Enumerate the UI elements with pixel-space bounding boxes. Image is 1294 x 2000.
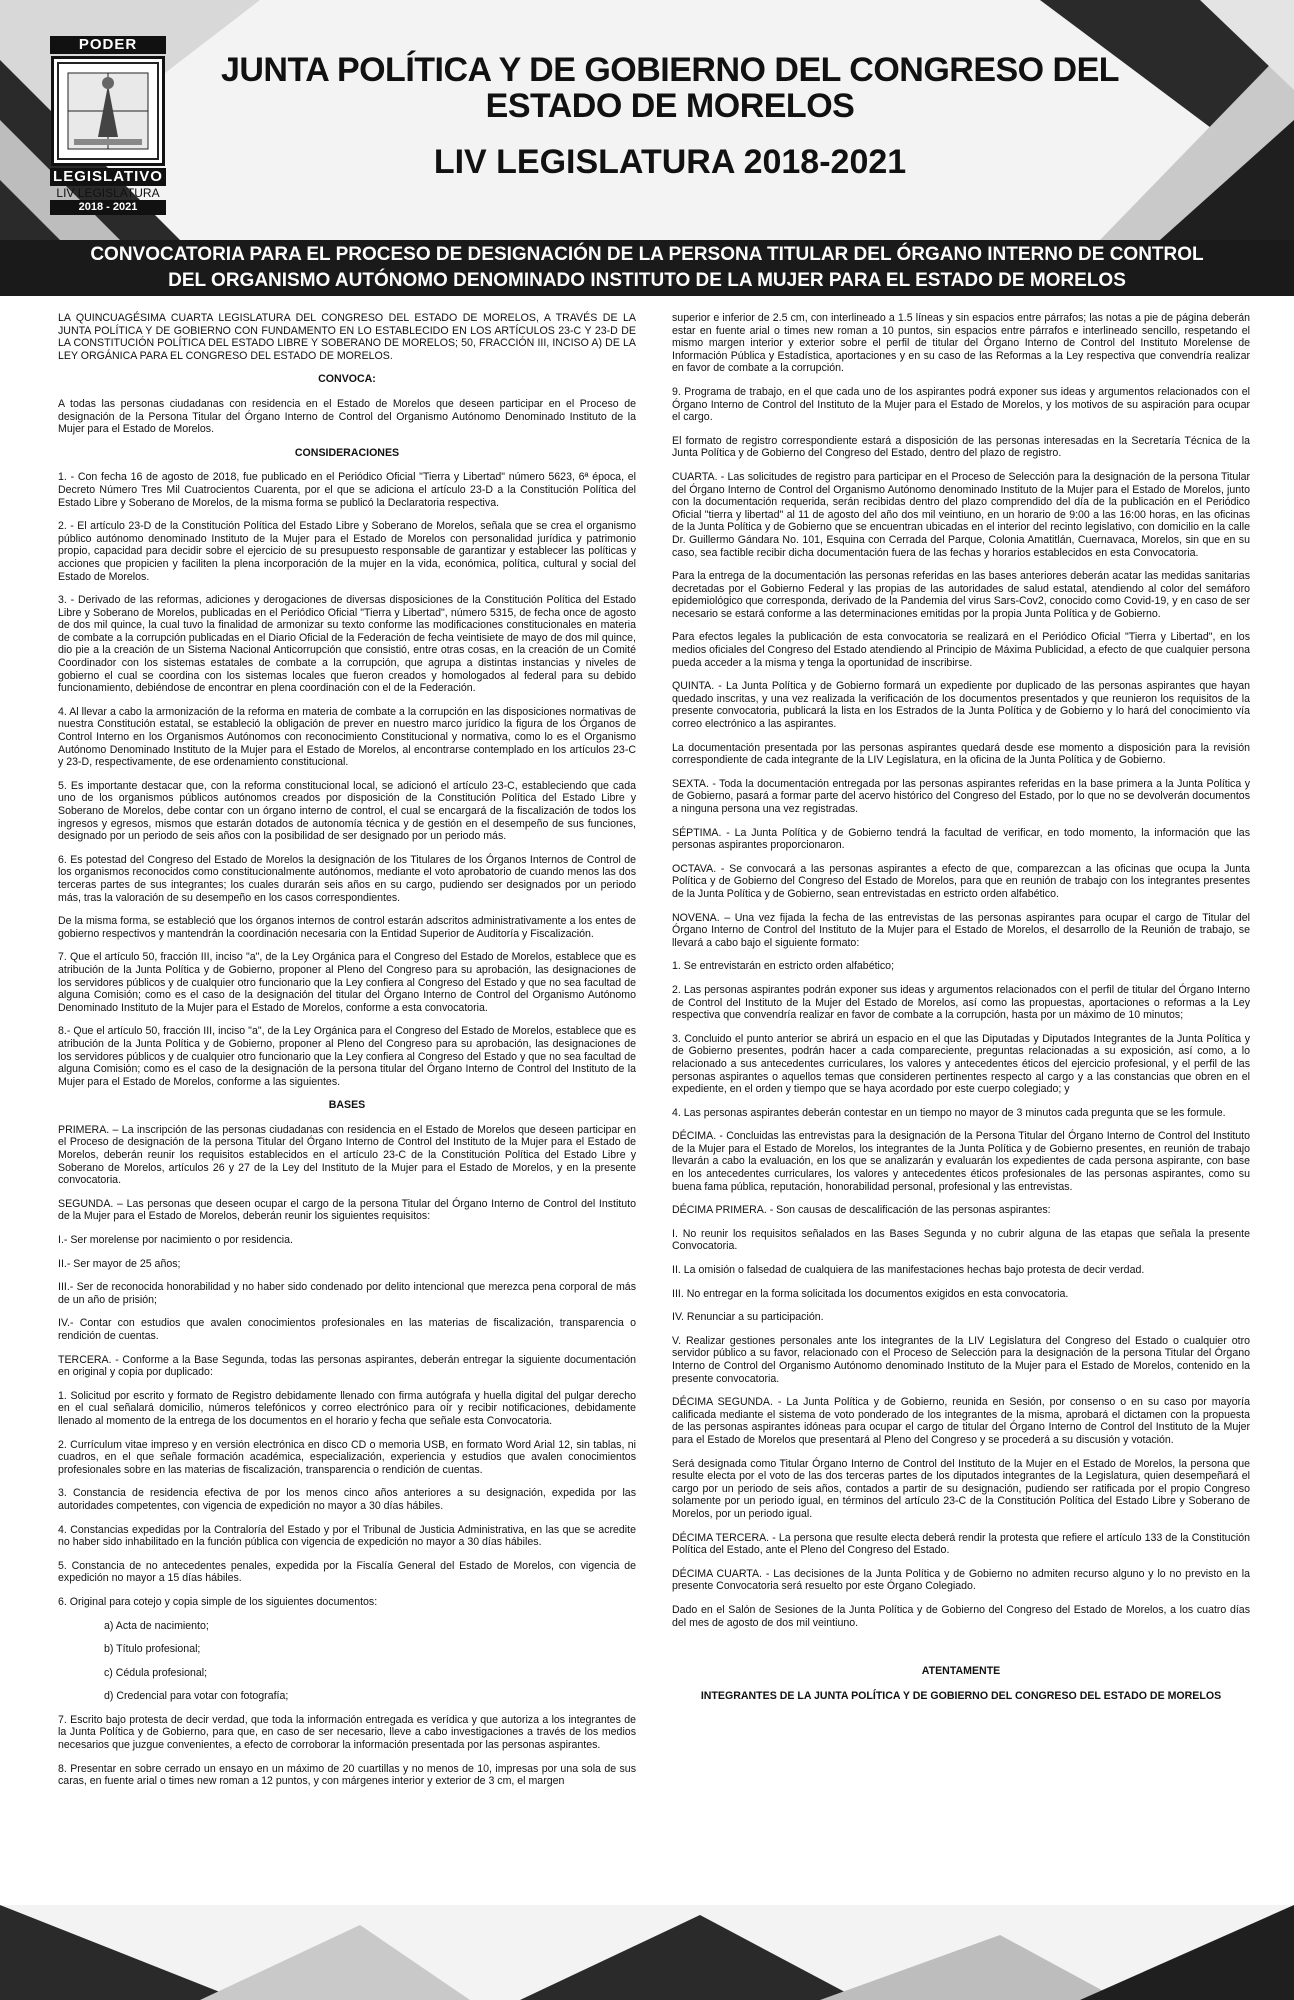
- footer-decoration: [0, 1905, 1294, 2000]
- left-paragraph: PRIMERA. – La inscripción de las personas ciudadanas con residencia en el Estado de Morelos que deseen participar en el Proceso de designación de la persona Titular del Órgano Interno de Control del Instituto de la Mujer para el Estado de Morelos, deberán reunir los requisitos establecidos en el artículo 23-C de la Constitución Política del Estado Libre y Soberano de Morelos, artículos 26 y 27 de la Ley del Instituto de la Mujer para el Estado de Morelos, y en la presente convocatoria.: [58, 1123, 636, 1187]
- left-paragraph: 6. Original para cotejo y copia simple de los siguientes documentos:: [58, 1595, 378, 1608]
- left-paragraph: 4. Constancias expedidas por la Contraloría del Estado y por el Tribunal de Justicia Administrativa, en las que se acredite no haber sido inhabilitado en la función pública con vigencia de expedición no mayor a 30 días hábiles.: [58, 1523, 636, 1549]
- right-column: [672, 312, 1250, 1714]
- right-paragraph: 3. Concluido el punto anterior se abrirá un espacio en el que las Diputadas y Diputados Integrantes de la Junta Política y de Gobierno presentes, podrán hacer a cada compareciente, preguntas relacionadas a su exposición, así como, a lo relacionado a sus antecedentes curriculares, los valores y antecedentes éticos del ejercicio profesional, y el perfil de las personas aspirantes o aquellos temas que consideren pertinentes respecto al cargo y a las constancias que obren en el expediente, en el orden y tiempo que se haya acordado por este cuerpo colegiado; y: [672, 1032, 1250, 1096]
- left-paragraph: 8.- Que el artículo 50, fracción III, inciso "a", de la Ley Orgánica para el Congreso del Estado de Morelos, establece que es atribución de la Junta Política y de Gobierno, proponer al Pleno del Congreso para su aprobación, las designaciones de los servidores públicos y de cualquier otro funcionario que la Ley confiera al Congreso del Estado y que no sea facultad de alguna Comisión; como es el caso de la designación de la persona titular del Órgano Interno de Control del Instituto de la Mujer para el Estado de Morelos, conforme a las siguientes.: [58, 1025, 636, 1088]
- right-paragraph: NOVENA. – Una vez fijada la fecha de las entrevistas de las personas aspirantes para ocupar el cargo de Titular del Órgano Interno de Control del Instituto de la Mujer para el Estado de Morelos, el desarrollo de la Reunión de trabajo, se llevará a cabo bajo el siguiente formato:: [672, 911, 1250, 949]
- seal-icon: [51, 56, 165, 166]
- right-paragraph: V. Realizar gestiones personales ante los integrantes de la LIV Legislatura del Congreso del Estado o cualquier otro servidor público a su favor, relacionado con el Proceso de Selección para la designación de la persona Titular del Órgano Interno de Control del Organismo Autónomo denominado Instituto de la Mujer para el Estado de Morelos, contenido en la presente convocatoria.: [672, 1334, 1250, 1385]
- left-paragraph: a) Acta de nacimiento;: [104, 1619, 209, 1632]
- right-paragraph: III. No entregar en la forma solicitada los documentos exigidos en esta convocatoria.: [672, 1287, 1069, 1300]
- left-paragraph: II.- Ser mayor de 25 años;: [58, 1257, 181, 1270]
- right-paragraph: 2. Las personas aspirantes podrán exponer sus ideas y argumentos relacionados con el perfil de titular del Órgano Interno de Control del Instituto de la Mujer del Estado de Morelos, así como las propuestas, aportaciones o reformas a la Ley respectiva que convendría realizar en favor de combate a la corrupción, hasta por un máximo de 10 minutos;: [672, 983, 1250, 1022]
- left-paragraph: 2. Currículum vitae impreso y en versión electrónica en disco CD o memoria USB, en formato Word Arial 12, sin tablas, ni cuadros, en el que señale formación académica, especialización, experiencia y estudios que avalen conocimientos profesionales sobre en las materias de fiscalización, transparencia o rendición de cuentas.: [58, 1438, 636, 1476]
- left-paragraph: CONVOCA:: [318, 373, 376, 386]
- left-paragraph: d) Credencial para votar con fotografía;: [104, 1690, 289, 1703]
- logo-years: 2018 - 2021: [50, 200, 166, 215]
- right-paragraph: IV. Renunciar a su participación.: [672, 1311, 824, 1324]
- right-paragraph: INTEGRANTES DE LA JUNTA POLÍTICA Y DE GOBIERNO DEL CONGRESO DEL ESTADO DE MORELOS: [700, 1689, 1222, 1702]
- left-paragraph: CONSIDERACIONES: [294, 446, 400, 459]
- left-paragraph: SEGUNDA. – Las personas que deseen ocupar el cargo de la persona Titular del Órgano Interno de Control del Instituto de la Mujer para el Estado de Morelos, deberán reunir los siguientes requisitos:: [58, 1197, 636, 1223]
- right-paragraph: 9. Programa de trabajo, en el que cada uno de los aspirantes podrá exponer sus ideas y argumentos relacionados con el Órgano Interno de Control del Instituto de la Mujer para el Estado de Morelos, y los motivos de su aspiración para ocupar el cargo.: [672, 385, 1250, 424]
- left-paragraph: 7. Escrito bajo protesta de decir verdad, que toda la información entregada es verídica y que autoriza a los integrantes de la Junta Política y de Gobierno, para que, en caso de ser necesario, lleve a cabo investigaciones a través de los medios necesarios que juzgue convenientes, a efecto de corroborar la información presentada por las personas aspirantes.: [58, 1713, 636, 1752]
- left-paragraph: 5. Es importante destacar que, con la reforma constitucional local, se adicionó el artículo 23-C, estableciendo que cada uno de los organismos públicos autónomos creados por disposición de la Constitución Política del Estado Libre y Soberano de Morelos, debe contar con un órgano interno de control, el cual se encargará de la fiscalización de todos los ingresos y egresos, mismos que estarán dotados de autonomía técnica y de gestión en el desempeño de sus funciones, designado por un periodo de seis años con la posibilidad de ser designado por un periodo más.: [58, 779, 636, 843]
- left-paragraph: b) Título profesional;: [104, 1643, 201, 1656]
- right-paragraph: La documentación presentada por las personas aspirantes quedará desde ese momento a disposición para la revisión correspondiente de cada integrante de la LIV Legislatura, en la oficina de la Junta Política y de Gobierno.: [672, 741, 1250, 767]
- right-paragraph: Dado en el Salón de Sesiones de la Junta Política y de Gobierno del Congreso del Estado de Morelos, a los cuatro días del mes de agosto de dos mil veintiuno.: [672, 1603, 1250, 1629]
- left-paragraph: III.- Ser de reconocida honorabilidad y no haber sido condenado por delito intencional que merezca pena corporal de más de un año de prisión;: [58, 1281, 636, 1306]
- right-paragraph: DÉCIMA. - Concluidas las entrevistas para la designación de la Persona Titular del Órgano Interno de Control del Instituto de la Mujer para el Estado de Morelos, los integrantes de la Junta Política y de Gobierno presentes, en reunión de trabajo llevarán a cabo la evaluación, en los que se analizarán y evaluarán los expedientes de cada persona aspirante, con base en los antecedentes curriculares, los valores y antecedentes éticos profesionales de las personas aspirantes, como su buena fama pública, reputación, honorabilidad personal, profesional y las entrevistas.: [672, 1130, 1250, 1193]
- footer: [0, 1905, 1294, 2000]
- left-paragraph: TERCERA. - Conforme a la Base Segunda, todas las personas aspirantes, deberán entregar la siguiente documentación en original y copia por duplicado:: [58, 1353, 636, 1379]
- right-paragraph: 4. Las personas aspirantes deberán contestar en un tiempo no mayor de 3 minutos cada pregunta que se les formule.: [672, 1106, 1226, 1119]
- right-paragraph: Para efectos legales la publicación de esta convocatoria se realizará en el Periódico Oficial "Tierra y Libertad", en los medios oficiales del Congreso del Estado atendiendo al Principio de Máxima Publicidad, a efecto de que cualquier persona pueda acceder a la misma y tenga la oportunidad de inscribirse.: [672, 631, 1250, 669]
- left-paragraph: 7. Que el artículo 50, fracción III, inciso "a", de la Ley Orgánica para el Congreso del Estado de Morelos, establece que es atribución de la Junta Política y de Gobierno, proponer al Pleno del Congreso para su aprobación, las designaciones de los servidores públicos y de cualquier otro funcionario que la Ley confiera al Congreso del Estado y que no sea facultad de alguna Comisión; como es el caso de la designación del titular del Órgano Interno de Control del Organismo Autónomo Denominado Instituto de la Mujer para el Estado de Morelos, conforme a esta convocatoria.: [58, 951, 636, 1014]
- title-line-2: ESTADO DE MORELOS: [485, 87, 855, 125]
- logo-top-text: PODER: [50, 36, 166, 54]
- logo-mid-text: LEGISLATIVO: [50, 168, 166, 186]
- right-paragraph: Para la entrega de la documentación las personas referidas en las bases anteriores deberán acatar las medidas sanitarias decretadas por el Gobierno Federal y las propias de las autoridades de salud estatal, atendiendo al color del semáforo epidemiológico que corresponda, derivado de la Pandemia del virus Sars-Cov2, conocido como Covid-19, y en caso de ser necesario se estará conforme a las determinaciones emitidas por la propia Junta Política y de Gobierno.: [672, 570, 1250, 620]
- left-paragraph: 2. - El artículo 23-D de la Constitución Política del Estado Libre y Soberano de Morelos, señala que se crea el organismo público autónomo denominado Instituto de la Mujer para el Estado de Morelos con personalidad jurídica y patrimonio propio, capacidad para decidir sobre el ejercicio de su presupuesto responsable de garantizar y establecer las políticas y acciones que propicien y faciliten la plena incorporación de la mujer en la vida, económica, política, cultural y social del Estado de Morelos.: [58, 520, 636, 583]
- left-paragraph: 3. - Derivado de las reformas, adiciones y derogaciones de diversas disposiciones de la Constitución Política del Estado Libre y Soberano de Morelos, publicadas en el Periódico Oficial "Tierra y Libertad", número 5315, de fecha once de agosto de dos mil quince, la cual tuvo la finalidad de armonizar su texto conforme las modificaciones constitucionales en materia de combate a la corrupción publicadas en el Diario Oficial de la Federación de fecha veintisiete de mayo de dos mil quince, dio pie a la creación de un Sistema Nacional Anticorrupción que consistió, entre otras cosas, en la creación de un Comité Coordinador con los sistemas estatales de combate a la corrupción, que agrupa a distintas instancias y niveles de gobierno el cual se coordina con los sistemas locales que fueron creados y homologados al federal para su debido funcionamiento, debiéndose de encontrar en plena coordinación con el de la Federación.: [58, 594, 636, 695]
- left-paragraph: IV.- Contar con estudios que avalen conocimientos profesionales en las materias de fiscalización, transparencia o rendición de cuentas.: [58, 1317, 636, 1342]
- left-paragraph: c) Cédula profesional;: [104, 1666, 208, 1679]
- right-paragraph: SEXTA. - Toda la documentación entregada por las personas aspirantes referidas en la base primera a la Junta Política y de Gobierno, pasará a formar parte del acervo histórico del Congreso del Estado, por lo que no se devolverán documentos a ninguna persona una vez registradas.: [672, 777, 1250, 815]
- left-paragraph: LA QUINCUAGÉSIMA CUARTA LEGISLATURA DEL CONGRESO DEL ESTADO DE MORELOS, A TRAVÉS DE LA JUNTA POLÍTICA Y DE GOBIERNO CON FUNDAMENTO EN LO ESTABLECIDO EN LOS ARTÍCULOS 23-C Y 23-D DE LA CONSTITUCIÓN POLÍTICA DEL ESTADO LIBRE Y SOBERANO DE MORELOS; 50, FRACCIÓN III, INCISO A) DE LA LEY ORGÁNICA PARA EL CONGRESO DEL ESTADO DE MORELOS.: [58, 312, 636, 362]
- left-paragraph: 8. Presentar en sobre cerrado un ensayo en un máximo de 20 cuartillas y no menos de 10, impresas por una sola de sus caras, en fuente arial o times new roman a 12 puntos, y con márgenes interior y exterior de 3 cm, el margen: [58, 1762, 636, 1788]
- right-paragraph: II. La omisión o falsedad de cualquiera de las manifestaciones hechas bajo protesta de decir verdad.: [672, 1264, 1145, 1277]
- left-paragraph: 1. Solicitud por escrito y formato de Registro debidamente llenado con firma autógrafa y huella digital del pulgar derecho en el cual señalará domicilio, números telefónicos y correo electrónico para oír y recibir notificaciones, debidamente llenado al momento de la entrega de los documentos en el horario y fecha que señale esta Convocatoria.: [58, 1389, 636, 1427]
- right-paragraph: 1. Se entrevistarán en estricto orden alfabético;: [672, 960, 895, 973]
- header: [0, 0, 1294, 240]
- right-paragraph: DÉCIMA TERCERA. - La persona que resulte electa deberá rendir la protesta que refiere el artículo 133 de la Constitución Política del Estado, ante el Pleno del Congreso del Estado.: [672, 1531, 1250, 1557]
- left-paragraph: A todas las personas ciudadanas con residencia en el Estado de Morelos que deseen participar en el Proceso de designación de la Persona Titular del Órgano Interno de Control del Organismo Autónomo Denominado Instituto de la Mujer para el Estado de Morelos.: [58, 397, 636, 436]
- title-line-3: LIV LEGISLATURA 2018-2021: [433, 143, 907, 181]
- right-paragraph: I. No reunir los requisitos señalados en las Bases Segunda y no cubrir alguna de las etapas que señala la presente Convocatoria.: [672, 1227, 1250, 1253]
- page-title: [180, 52, 1160, 182]
- right-paragraph: QUINTA. - La Junta Política y de Gobierno formará un expediente por duplicado de las personas aspirantes que hayan quedado inscritas, y una vez realizada la verificación de los documentos presentados y que reunieron los requisitos de la presente convocatoria, publicará la lista en los Estrados de la Junta Política y de Gobierno y lo hará del conocimiento vía correo electrónico a las aspirantes.: [672, 680, 1250, 731]
- title-line-1: JUNTA POLÍTICA Y DE GOBIERNO DEL CONGRESO DEL: [220, 51, 1120, 89]
- left-paragraph: 5. Constancia de no antecedentes penales, expedida por la Fiscalía General del Estado de Morelos, con vigencia de expedición no mayor a 15 días hábiles.: [58, 1559, 636, 1585]
- banner-line-2: DEL ORGANISMO AUTÓNOMO DENOMINADO INSTITUTO DE LA MUJER PARA EL ESTADO DE MORELOS: [168, 270, 1126, 291]
- left-paragraph: I.- Ser morelense por nacimiento o por residencia.: [58, 1234, 293, 1247]
- logo-sub-text: LIV LEGISLATURA: [56, 186, 160, 200]
- right-paragraph: ATENTAMENTE: [921, 1665, 1001, 1678]
- banner-line-1: CONVOCATORIA PARA EL PROCESO DE DESIGNACIÓN DE LA PERSONA TITULAR DEL ÓRGANO INTERNO DE CONTROL: [90, 244, 1204, 265]
- logo: [50, 36, 166, 215]
- left-paragraph: De la misma forma, se estableció que los órganos internos de control estarán adscritos administrativamente a los entes de gobierno respectivos y mantendrán la coordinación necesaria con la Entidad Superior de Auditoría y Fiscalización.: [58, 915, 636, 940]
- left-paragraph: 1. - Con fecha 16 de agosto de 2018, fue publicado en el Periódico Oficial "Tierra y Libertad" número 5623, 6ª época, el Decreto Número Tres Mil Cuatrocientos Cuarenta, por el que se adiciona el artículo 23-D a la Constitución Política del Estado Libre y Soberano de Morelos, de la misma forma se publicó la Declaratoria respectiva.: [58, 471, 636, 509]
- right-paragraph: DÉCIMA CUARTA. - Las decisiones de la Junta Política y de Gobierno no admiten recurso alguno y lo no previsto en la presente Convocatoria será resuelto por este Órgano Colegiado.: [672, 1567, 1250, 1593]
- left-paragraph: 3. Constancia de residencia efectiva de por los menos cinco años anteriores a su designación, expedida por las autoridades competentes, con vigencia de expedición no mayor a 30 días hábiles.: [58, 1487, 636, 1512]
- right-paragraph: CUARTA. - Las solicitudes de registro para participar en el Proceso de Selección para la designación de la persona Titular del Órgano Interno de Control del Organismo Autónomo denominado Instituto de la Mujer para el Estado de Morelos, junto con la documentación requerida, serán recibidas dentro del plazo comprendido del día de la publicación en el Periódico Oficial "tierra y libertad" al 11 de agosto del año dos mil veintiuno, en un horario de 9:00 a las 16:00 horas, en las oficinas de la Junta Política y de Gobierno que se encuentran ubicadas en el interior del recinto legislativo, con domicilio en la calle Dr. Guillermo Gándara No. 101, Esquina con Cerrada del Parque, Colonia Amatitlán, Cuernavaca, Morelos, sin que en su caso, sea factible recibir dicha documentación fuera de las fechas y horarios establecidos en esta Convocatoria.: [672, 470, 1250, 559]
- right-paragraph: El formato de registro correspondiente estará a disposición de las personas interesadas en la Secretaría Técnica de la Junta Política y de Gobierno del Congreso del Estado, dentro del plazo de registro.: [672, 434, 1250, 460]
- right-paragraph: DÉCIMA PRIMERA. - Son causas de descalificación de las personas aspirantes:: [672, 1204, 1051, 1217]
- right-paragraph: superior e inferior de 2.5 cm, con interlineado a 1.5 líneas y sin espacios entre párrafos; las notas a pie de página deberán estar en fuente arial o times new roman a 10 puntos, sin espacios entre párrafos e interlineado sencillo, respetando el mismo margen interior y exterior sobre el perfil de titular del Órgano Interno de Control del Instituto Morelense de Información Pública y Estadística, aportaciones y en su caso de las Reformas a la Ley respectiva que convendría realizar en favor de combate a la corrupción.: [672, 312, 1250, 375]
- right-paragraph: Será designada como Titular Órgano Interno de Control del Instituto de la Mujer en el Estado de Morelos, la persona que resulte electa por el voto de las dos terceras partes de los diputados integrantes de la Legislatura, quien desempeñará el cargo por un periodo de seis años, contados a partir de su designación, pudiendo ser ratificada por el propio Congreso solamente por un periodo igual, en términos del artículo 23-C de la Constitución Política del Estado Libre y Soberano de Morelos, por un periodo igual.: [672, 1457, 1250, 1520]
- right-paragraph: OCTAVA. - Se convocará a las personas aspirantes a efecto de que, comparezcan a las oficinas que ocupa la Junta Política y de Gobierno del Congreso del Estado de Morelos, para que en reunión de trabajo con los integrantes presentes de la Junta Política y de Gobierno, sean entrevistadas en estricto orden alfabético.: [672, 862, 1250, 900]
- left-column: [58, 312, 636, 1799]
- right-paragraph: DÉCIMA SEGUNDA. - La Junta Política y de Gobierno, reunida en Sesión, por consenso o en su caso por mayoría calificada mediante el sistema de voto ponderado de los integrantes de la misma, aprobará el dictamen con la propuesta de las personas aspirantes idóneas para ocupar el cargo de titular del Órgano Interno de Control del Instituto de la Mujer para el Estado de Morelos que presentará al Pleno del Congreso y se procederá a su discusión y votación.: [672, 1396, 1250, 1446]
- right-paragraph: SÉPTIMA. - La Junta Política y de Gobierno tendrá la facultad de verificar, en todo momento, la información que las personas aspirantes proporcionaron.: [672, 826, 1250, 852]
- left-paragraph: BASES: [328, 1099, 366, 1112]
- left-paragraph: 4. Al llevar a cabo la armonización de la reforma en materia de combate a la corrupción en las disposiciones normativas de nuestra Constitución estatal, se estableció la obligación de prever en nuestro marco jurídico la figura de los Órganos de Control Interno en los Organismos Autónomos con reconocimiento Constitucional y normativa, como lo es el Organismo Autónomo Denominado Instituto de la Mujer para el Estado de Morelos, al encontrarse contemplado en los artículos 23-C y 23-D, respectivamente, de ese ordenamiento constitucional.: [58, 705, 636, 769]
- left-paragraph: 6. Es potestad del Congreso del Estado de Morelos la designación de los Titulares de los Órganos Internos de Control de los organismos reconocidos como constitucionalmente autónomos, mediante el voto aprobatorio de cuando menos las dos terceras partes de sus integrantes; los cuales durarán seis años en su cargo, pudiendo ser designados por un periodo más, tras la valoración de su desempeño en los casos correspondientes.: [58, 853, 636, 904]
- convocatoria-banner: [0, 240, 1294, 296]
